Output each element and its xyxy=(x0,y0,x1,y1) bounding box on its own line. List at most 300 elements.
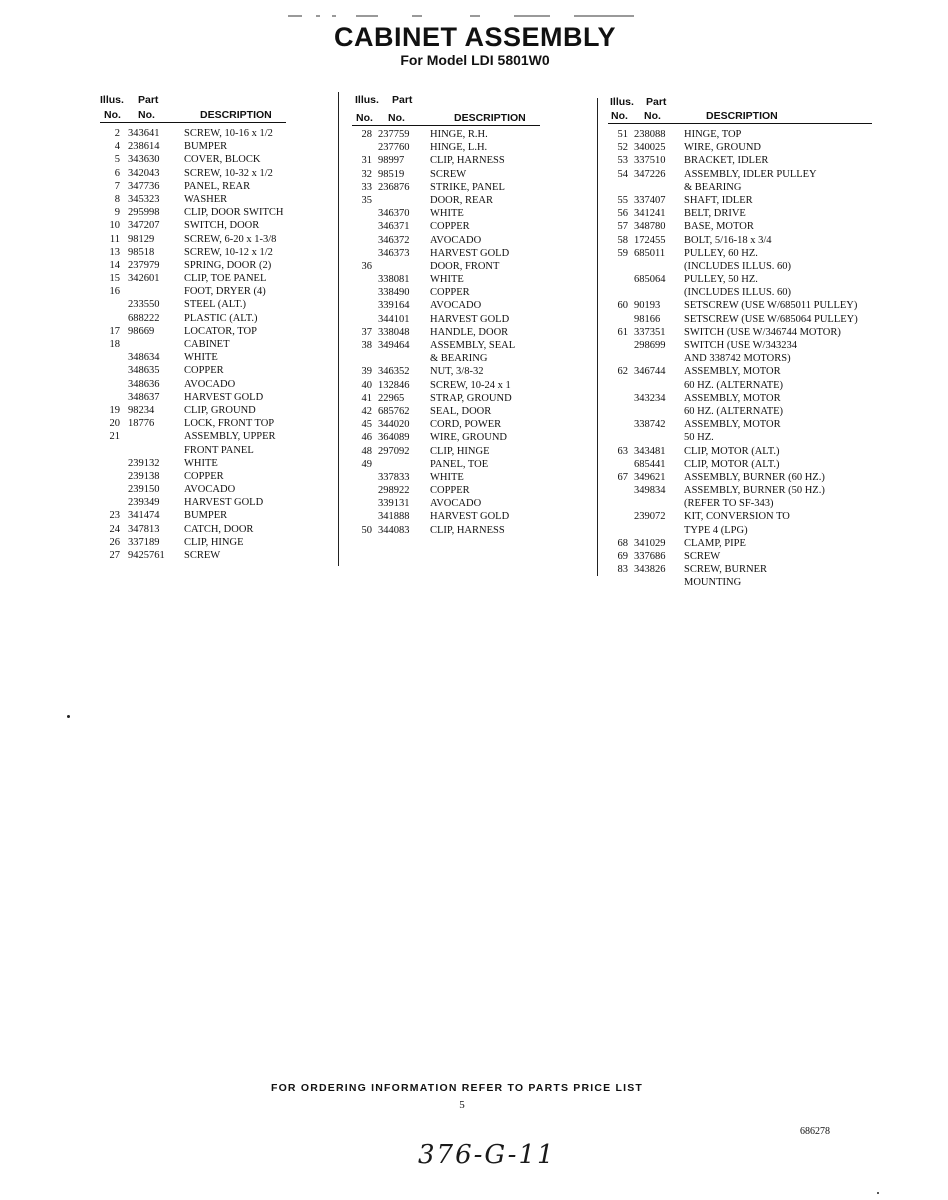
table-row xyxy=(608,168,878,181)
part-number: 343826 xyxy=(634,564,666,576)
part-number: 346370 xyxy=(378,208,410,220)
table-row xyxy=(608,418,878,431)
part-number: 341888 xyxy=(378,511,410,523)
page-number: 5 xyxy=(459,1099,465,1111)
part-description: COPPER xyxy=(184,470,224,482)
part-description: PULLEY, 50 HZ. xyxy=(684,274,758,286)
part-number: 343641 xyxy=(128,128,160,139)
part-description: CLIP, HARNESS xyxy=(430,155,505,167)
part-number: 238614 xyxy=(128,141,160,153)
illus-number: 63 xyxy=(617,445,628,457)
part-description: CLIP, HINGE xyxy=(430,445,490,457)
table-row xyxy=(352,260,552,273)
table-row xyxy=(608,128,878,141)
illus-number: 2 xyxy=(114,128,120,139)
document-number: 686278 xyxy=(800,1126,830,1137)
part-number: 239132 xyxy=(128,457,160,469)
illus-header-no: No. xyxy=(611,110,628,122)
part-description: SETSCREW (USE W/685064 PULLEY) xyxy=(684,313,858,325)
illus-number: 15 xyxy=(109,273,120,285)
part-description: BELT, DRIVE xyxy=(684,208,746,220)
illus-number: 31 xyxy=(361,155,372,167)
part-description: KIT, CONVERSION TO xyxy=(684,511,790,523)
illus-number: 60 xyxy=(617,300,628,312)
illus-number: 61 xyxy=(617,326,628,338)
table-row xyxy=(608,576,878,589)
table-row xyxy=(608,510,878,523)
part-description: SCREW xyxy=(184,550,221,561)
table-row xyxy=(100,470,310,483)
part-description: CORD, POWER xyxy=(430,419,502,431)
part-description: WHITE xyxy=(184,352,218,364)
part-description: STRIKE, PANEL xyxy=(430,181,505,193)
illus-number: 6 xyxy=(114,167,120,179)
part-number: 338081 xyxy=(378,274,410,286)
part-description: HARVEST GOLD xyxy=(430,511,510,523)
part-description: SCREW xyxy=(684,551,721,562)
illus-number: 55 xyxy=(617,194,628,206)
part-description: CLIP, MOTOR (ALT.) xyxy=(684,458,780,470)
part-number: 347813 xyxy=(128,523,160,535)
table-row xyxy=(352,510,552,523)
table-row xyxy=(100,312,310,325)
illus-number: 32 xyxy=(361,168,372,180)
illus-number: 8 xyxy=(114,193,120,205)
illus-number: 18 xyxy=(109,339,120,350)
part-description: ASSEMBLY, BURNER (60 HZ.) xyxy=(684,471,825,483)
table-row xyxy=(352,299,552,312)
illus-number: 13 xyxy=(109,246,120,258)
table-row xyxy=(352,445,552,458)
table-row xyxy=(352,194,552,207)
illus-number: 53 xyxy=(617,155,628,167)
illus-number: 23 xyxy=(109,510,120,522)
table-row xyxy=(608,458,878,471)
part-description: SCREW, 10-16 x 1/2 xyxy=(184,128,273,139)
part-description: SCREW xyxy=(430,168,467,180)
parts-rows xyxy=(100,127,310,562)
part-description: HINGE, TOP xyxy=(684,129,742,140)
table-row xyxy=(100,219,310,232)
illus-number: 50 xyxy=(361,524,372,536)
column-divider-2 xyxy=(597,98,598,576)
part-number: 346372 xyxy=(378,234,410,246)
illus-number: 26 xyxy=(109,536,120,548)
part-number: 346744 xyxy=(634,366,666,378)
part-description: AND 338742 MOTORS) xyxy=(684,353,791,365)
part-number: 337833 xyxy=(378,471,410,483)
part-number: 338742 xyxy=(634,419,666,431)
part-number: 298922 xyxy=(378,485,410,497)
illus-number: 69 xyxy=(617,551,628,562)
part-description: PANEL, TOE xyxy=(430,458,489,470)
part-description: COVER, BLOCK xyxy=(184,154,261,166)
part-description: COPPER xyxy=(430,287,470,299)
part-number: 344020 xyxy=(378,419,410,431)
part-number: 344083 xyxy=(378,524,410,536)
part-number: 337510 xyxy=(634,155,666,167)
part-number: 22965 xyxy=(378,392,405,404)
part-description: ASSEMBLY, SEAL xyxy=(430,340,516,351)
part-description: CLIP, GROUND xyxy=(184,404,256,416)
part-description: HARVEST GOLD xyxy=(184,497,264,509)
part-description: CLIP, TOE PANEL xyxy=(184,273,267,285)
illus-number: 42 xyxy=(361,405,372,417)
parts-column-3 xyxy=(608,94,878,594)
illus-number: 9 xyxy=(114,207,120,219)
part-description: CLIP, DOOR SWITCH xyxy=(184,207,284,219)
illus-number: 59 xyxy=(617,247,628,259)
part-number: 337407 xyxy=(634,194,666,206)
table-row xyxy=(100,549,310,562)
part-description: COPPER xyxy=(184,365,224,377)
part-number: 347736 xyxy=(128,180,160,192)
table-row xyxy=(100,404,310,417)
part-number: 685441 xyxy=(634,458,666,470)
illus-number: 38 xyxy=(361,340,372,351)
illus-header-top: Illus. xyxy=(610,96,634,108)
part-number: 341474 xyxy=(128,510,160,522)
table-row xyxy=(100,338,310,351)
part-header-no: No. xyxy=(644,110,661,122)
table-row xyxy=(100,180,310,193)
table-row xyxy=(100,272,310,285)
part-description: HARVEST GOLD xyxy=(430,247,510,259)
table-row xyxy=(608,563,878,576)
part-description: 50 HZ. xyxy=(684,432,714,444)
illus-number: 54 xyxy=(617,168,628,180)
part-description: AVOCADO xyxy=(430,498,482,510)
part-number: 236876 xyxy=(378,181,410,193)
table-row xyxy=(352,339,552,352)
part-number: 239349 xyxy=(128,497,160,509)
part-description: WHITE xyxy=(184,457,218,469)
illus-number: 46 xyxy=(361,432,372,444)
table-row xyxy=(608,352,878,365)
part-number: 239138 xyxy=(128,470,160,482)
part-number: 346373 xyxy=(378,247,410,259)
table-row xyxy=(100,417,310,430)
table-row xyxy=(352,286,552,299)
part-number: 18776 xyxy=(128,418,155,430)
part-description: SCREW, 10-24 x 1 xyxy=(430,379,511,391)
part-description: SHAFT, IDLER xyxy=(684,194,753,206)
table-row xyxy=(352,220,552,233)
table-row xyxy=(352,431,552,444)
part-description: (REFER TO SF-343) xyxy=(684,498,774,510)
part-description: FRONT PANEL xyxy=(184,444,254,456)
table-row xyxy=(608,141,878,154)
table-row xyxy=(352,497,552,510)
part-description: STRAP, GROUND xyxy=(430,392,512,404)
part-description: SWITCH (USE W/346744 MOTOR) xyxy=(684,326,841,338)
illus-number: 5 xyxy=(114,154,120,166)
part-number: 98518 xyxy=(128,246,155,258)
part-number: 346371 xyxy=(378,221,410,233)
header-rule xyxy=(352,125,540,126)
illus-number: 67 xyxy=(617,471,628,483)
table-row xyxy=(608,471,878,484)
header-rule xyxy=(608,123,872,124)
table-row xyxy=(100,483,310,496)
illus-number: 58 xyxy=(617,234,628,246)
part-description: & BEARING xyxy=(430,353,488,365)
part-description: ASSEMBLY, BURNER (50 HZ.) xyxy=(684,485,825,497)
part-number: 348637 xyxy=(128,391,160,403)
table-row xyxy=(608,194,878,207)
description-header: DESCRIPTION xyxy=(706,110,778,122)
part-number: 9425761 xyxy=(128,550,165,561)
illus-number: 36 xyxy=(361,260,372,272)
part-description: HARVEST GOLD xyxy=(184,391,264,403)
part-number: 349621 xyxy=(634,471,666,483)
part-header-top: Part xyxy=(138,94,159,106)
table-row xyxy=(608,326,878,339)
part-description: SWITCH (USE W/343234 xyxy=(684,340,797,351)
part-description: HINGE, R.H. xyxy=(430,129,488,140)
scan-speck xyxy=(67,715,70,718)
table-row xyxy=(608,379,878,392)
illus-number: 27 xyxy=(109,550,120,561)
parts-rows xyxy=(608,128,878,590)
illus-number: 48 xyxy=(361,445,372,457)
part-description: BUMPER xyxy=(184,510,228,522)
part-description: PANEL, REAR xyxy=(184,180,251,192)
illus-number: 33 xyxy=(361,181,372,193)
illus-number: 7 xyxy=(114,180,120,192)
part-description: SCREW, 6-20 x 1-3/8 xyxy=(184,233,277,245)
table-row xyxy=(608,154,878,167)
table-row xyxy=(352,365,552,378)
part-description: COPPER xyxy=(430,485,470,497)
table-row xyxy=(100,378,310,391)
part-number: 233550 xyxy=(128,299,160,311)
part-description: WIRE, GROUND xyxy=(684,142,761,154)
part-number: 337189 xyxy=(128,536,160,548)
part-number: 348635 xyxy=(128,365,160,377)
part-description: ASSEMBLY, MOTOR xyxy=(684,392,781,404)
table-row xyxy=(100,140,310,153)
part-description: CLIP, HINGE xyxy=(184,536,244,548)
table-row xyxy=(100,167,310,180)
table-row xyxy=(100,193,310,206)
part-header-no: No. xyxy=(388,112,405,124)
table-row xyxy=(100,536,310,549)
table-row xyxy=(100,246,310,259)
part-number: 237979 xyxy=(128,259,160,271)
part-number: 341241 xyxy=(634,208,666,220)
table-row xyxy=(100,364,310,377)
part-description: ASSEMBLY, IDLER PULLEY xyxy=(684,168,817,180)
part-number: 132846 xyxy=(378,379,410,391)
table-row xyxy=(608,207,878,220)
table-row xyxy=(100,259,310,272)
part-description: SCREW, BURNER xyxy=(684,564,768,576)
table-row xyxy=(352,352,552,365)
illus-number: 4 xyxy=(114,141,120,153)
illus-number: 45 xyxy=(361,419,372,431)
part-description: & BEARING xyxy=(684,181,742,193)
table-row xyxy=(352,168,552,181)
part-number: 239072 xyxy=(634,511,666,523)
table-row xyxy=(608,234,878,247)
part-description: WASHER xyxy=(184,193,228,205)
part-description: ASSEMBLY, MOTOR xyxy=(684,366,781,378)
table-row xyxy=(608,247,878,260)
illus-number: 57 xyxy=(617,221,628,233)
table-row xyxy=(100,153,310,166)
table-row xyxy=(100,430,310,443)
part-number: 98166 xyxy=(634,313,661,325)
part-description: SETSCREW (USE W/685011 PULLEY) xyxy=(684,300,858,312)
part-number: 339164 xyxy=(378,300,410,312)
part-description: TYPE 4 (LPG) xyxy=(684,524,748,536)
illus-number: 14 xyxy=(109,259,120,271)
illus-number: 62 xyxy=(617,366,628,378)
table-row xyxy=(100,496,310,509)
part-description: SCREW, 10-32 x 1/2 xyxy=(184,167,273,179)
table-row xyxy=(608,497,878,510)
table-row xyxy=(100,298,310,311)
parts-column-1 xyxy=(100,94,310,574)
part-number: 298699 xyxy=(634,340,666,351)
part-description: BRACKET, IDLER xyxy=(684,155,769,167)
illus-number: 40 xyxy=(361,379,372,391)
part-description: SCREW, 10-12 x 1/2 xyxy=(184,246,273,258)
part-number: 337351 xyxy=(634,326,666,338)
part-description: CLIP, HARNESS xyxy=(430,524,505,536)
part-number: 685064 xyxy=(634,274,666,286)
part-number: 98997 xyxy=(378,155,405,167)
table-row xyxy=(608,392,878,405)
part-number: 349834 xyxy=(634,485,666,497)
part-description: WHITE xyxy=(430,208,464,220)
illus-number: 11 xyxy=(109,233,120,245)
part-number: 348634 xyxy=(128,352,160,364)
part-description: WIRE, GROUND xyxy=(430,432,507,444)
part-number: 348636 xyxy=(128,378,160,390)
table-row xyxy=(352,379,552,392)
illus-number: 20 xyxy=(109,418,120,430)
column-divider-1 xyxy=(338,92,339,566)
column-header xyxy=(608,94,878,122)
illus-number: 19 xyxy=(109,404,120,416)
illus-number: 10 xyxy=(109,220,120,232)
part-description: SPRING, DOOR (2) xyxy=(184,259,272,271)
part-description: HINGE, L.H. xyxy=(430,142,488,154)
table-row xyxy=(100,233,310,246)
illus-number: 51 xyxy=(617,129,628,140)
part-description: AVOCADO xyxy=(430,300,482,312)
table-row xyxy=(352,458,552,471)
illus-number: 24 xyxy=(109,523,120,535)
table-row xyxy=(352,273,552,286)
part-description: AVOCADO xyxy=(184,378,236,390)
header-rule xyxy=(100,122,286,123)
table-row xyxy=(100,325,310,338)
part-number: 343481 xyxy=(634,445,666,457)
part-description: (INCLUDES ILLUS. 60) xyxy=(684,287,792,299)
part-number: 338490 xyxy=(378,287,410,299)
part-number: 364089 xyxy=(378,432,410,444)
parts-rows xyxy=(352,128,552,537)
column-header xyxy=(100,94,310,122)
part-description: CLAMP, PIPE xyxy=(684,537,746,549)
part-header-top: Part xyxy=(646,96,667,108)
illus-header-top: Illus. xyxy=(100,94,124,106)
table-row xyxy=(352,326,552,339)
part-number: 340025 xyxy=(634,142,666,154)
column-header xyxy=(352,94,552,122)
illus-header-no: No. xyxy=(104,109,121,121)
part-number: 338048 xyxy=(378,326,410,338)
part-description: ASSEMBLY, MOTOR xyxy=(684,419,781,431)
description-header: DESCRIPTION xyxy=(454,112,526,124)
table-row xyxy=(100,444,310,457)
handwritten-code: 376-G-11 xyxy=(418,1140,556,1170)
part-description: AVOCADO xyxy=(430,234,482,246)
table-row xyxy=(608,431,878,444)
part-description: 60 HZ. (ALTERNATE) xyxy=(684,405,784,417)
part-number: 349464 xyxy=(378,340,410,351)
part-description: CABINET xyxy=(184,339,230,350)
table-row xyxy=(100,523,310,536)
part-description: WHITE xyxy=(430,471,464,483)
part-number: 98519 xyxy=(378,168,405,180)
part-number: 98234 xyxy=(128,404,155,416)
table-row xyxy=(100,509,310,522)
part-description: FOOT, DRYER (4) xyxy=(184,286,266,298)
table-row xyxy=(100,457,310,470)
part-description: 60 HZ. (ALTERNATE) xyxy=(684,379,784,391)
part-header-no: No. xyxy=(138,109,155,121)
part-description: AVOCADO xyxy=(184,484,236,496)
part-number: 238088 xyxy=(634,129,666,140)
table-row xyxy=(608,273,878,286)
table-row xyxy=(352,313,552,326)
table-row xyxy=(608,313,878,326)
illus-number: 49 xyxy=(361,458,372,470)
table-row xyxy=(352,484,552,497)
part-number: 98669 xyxy=(128,325,155,337)
table-row xyxy=(608,537,878,550)
part-description: PULLEY, 60 HZ. xyxy=(684,247,758,259)
table-row xyxy=(608,405,878,418)
table-row xyxy=(352,181,552,194)
illus-number: 37 xyxy=(361,326,372,338)
part-number: 342043 xyxy=(128,167,160,179)
illus-number: 16 xyxy=(109,286,120,298)
part-number: 239150 xyxy=(128,484,160,496)
illus-number: 41 xyxy=(361,392,372,404)
part-number: 347207 xyxy=(128,220,160,232)
parts-column-2 xyxy=(352,94,552,554)
part-description: PLASTIC (ALT.) xyxy=(184,312,258,324)
part-description: CLIP, MOTOR (ALT.) xyxy=(684,445,780,457)
part-description: WHITE xyxy=(430,274,464,286)
part-description: STEEL (ALT.) xyxy=(184,299,247,311)
part-description: HANDLE, DOOR xyxy=(430,326,509,338)
table-row xyxy=(608,484,878,497)
part-description: DOOR, REAR xyxy=(430,194,494,206)
illus-number: 21 xyxy=(109,431,120,443)
table-row xyxy=(608,339,878,352)
part-header-top: Part xyxy=(392,94,413,106)
illus-header-top: Illus. xyxy=(355,94,379,106)
part-description: (INCLUDES ILLUS. 60) xyxy=(684,260,792,272)
part-number: 348780 xyxy=(634,221,666,233)
table-row xyxy=(352,405,552,418)
